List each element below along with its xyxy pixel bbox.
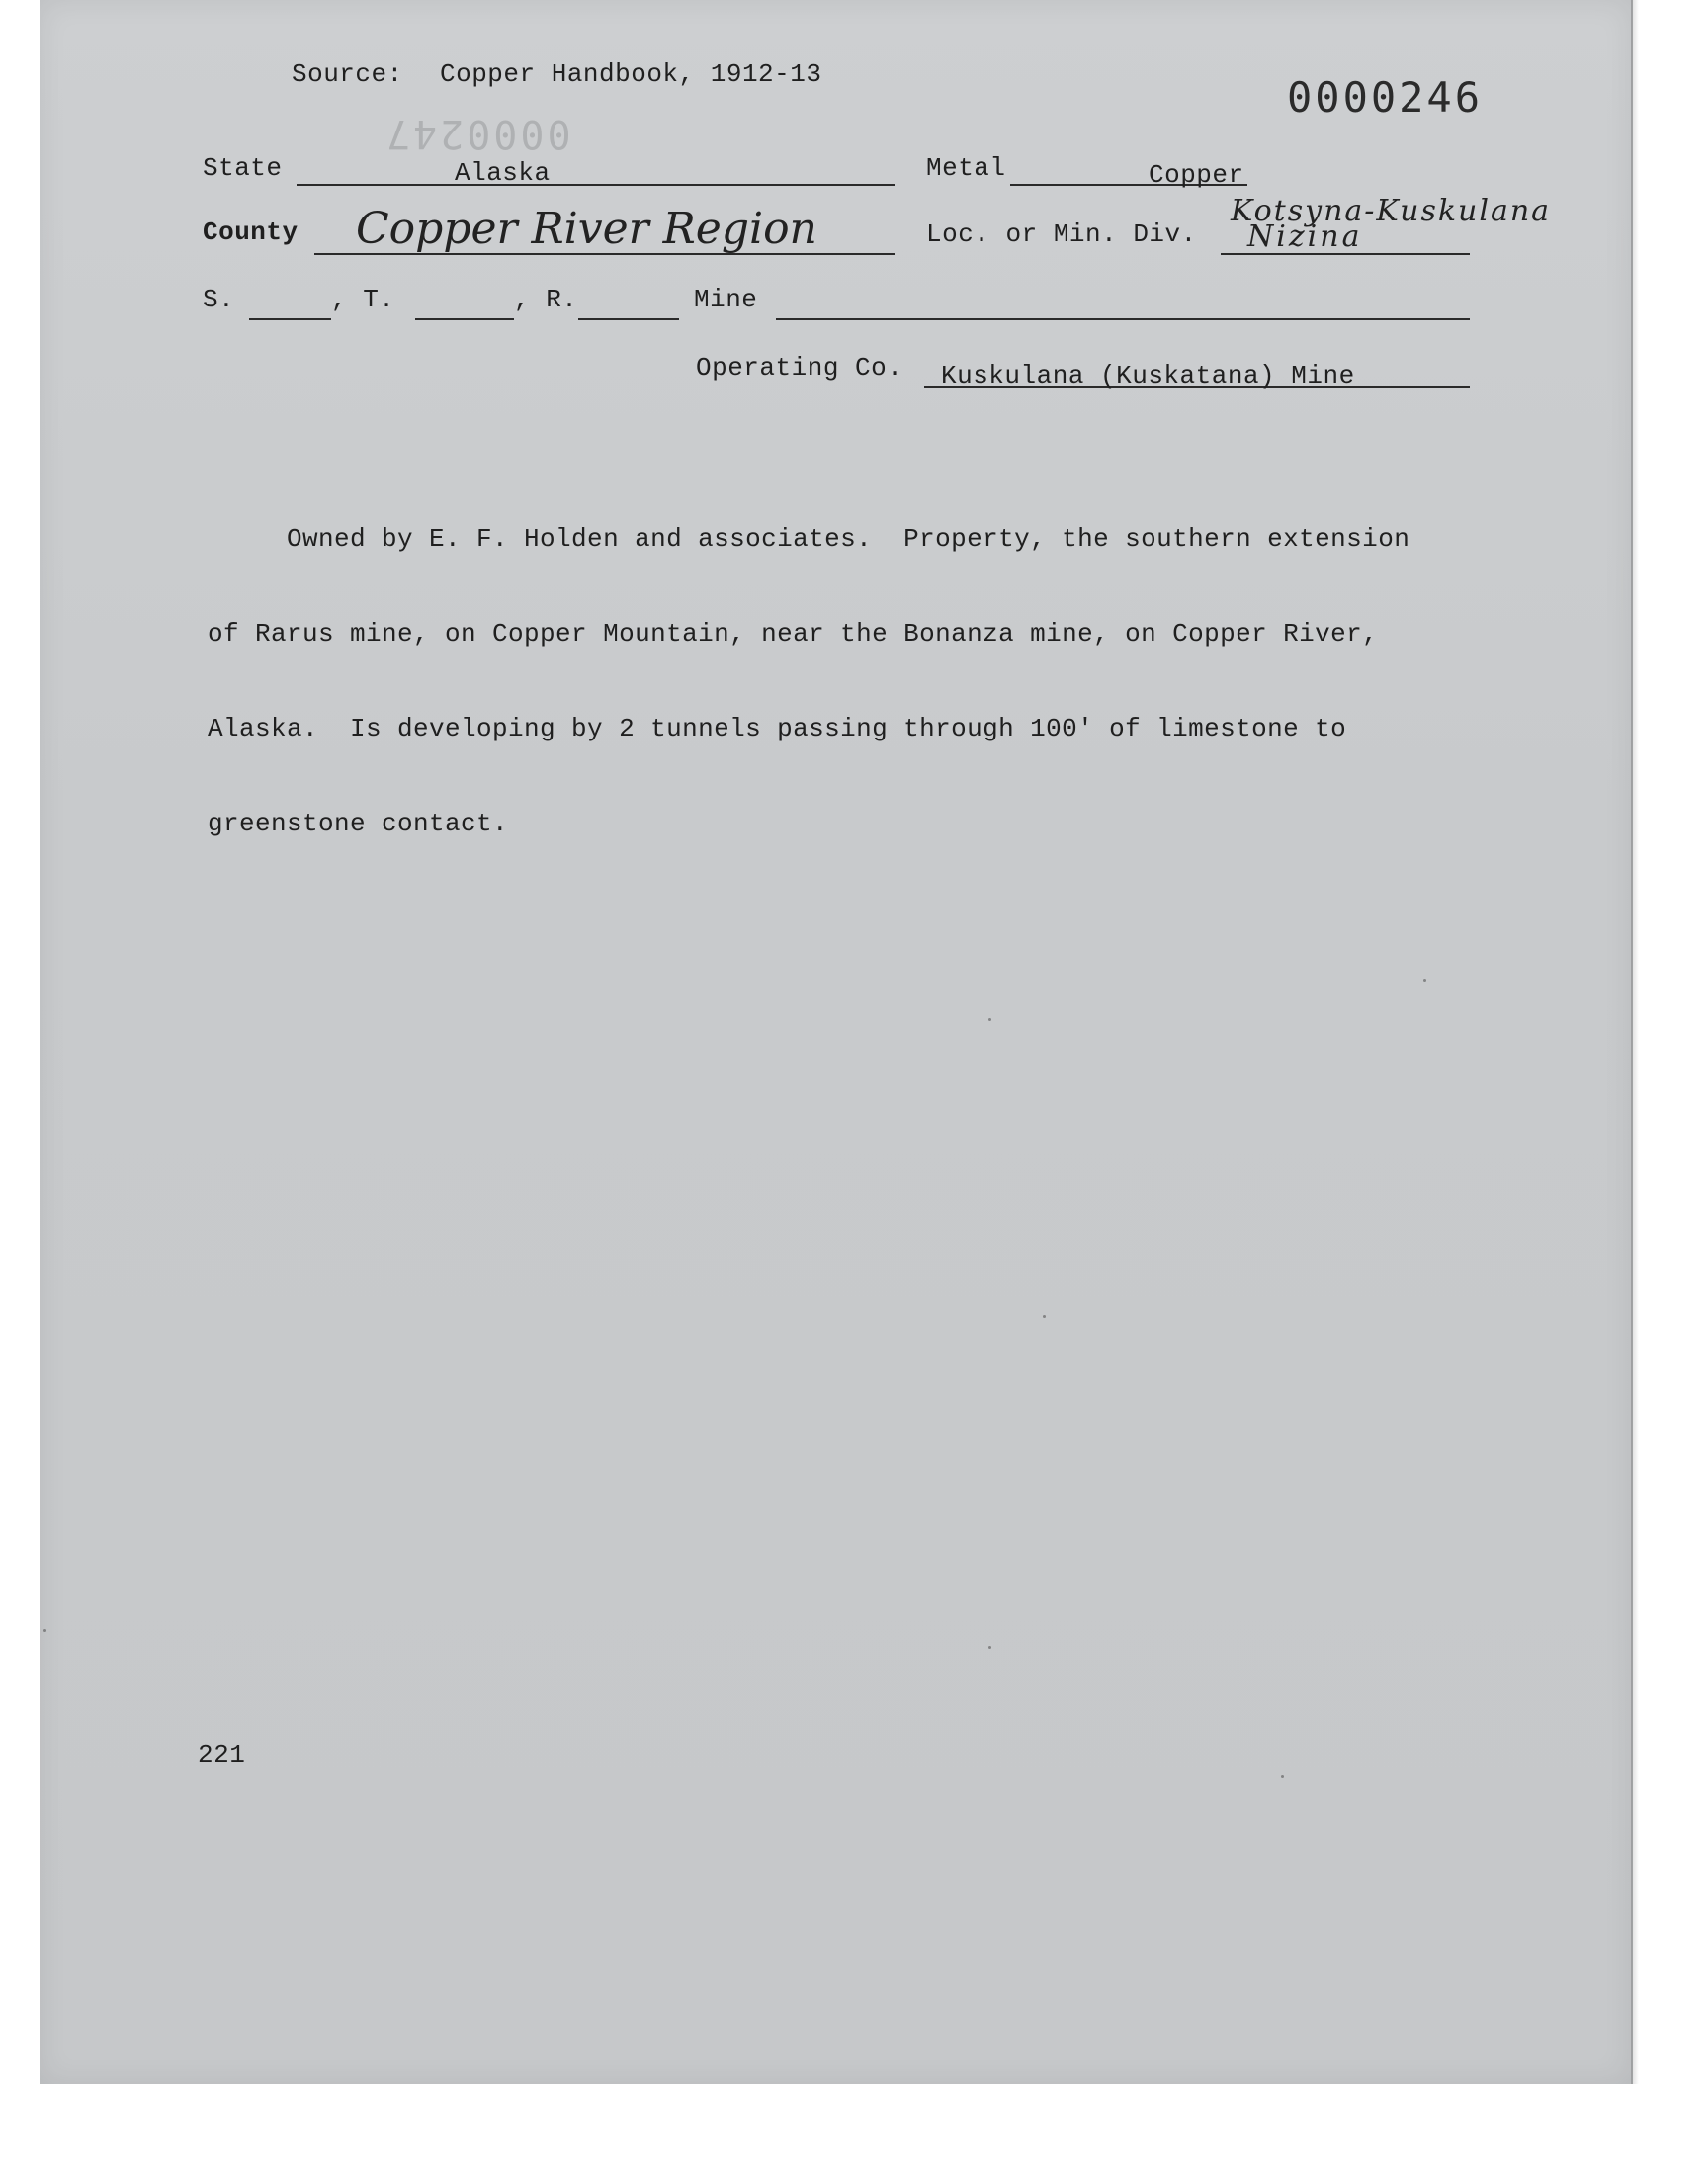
metal-label: Metal bbox=[926, 153, 1006, 183]
description-line: Owned by E. F. Holden and associates. Property, the southern extension bbox=[208, 524, 1410, 554]
loc-label: Loc. or Min. Div. bbox=[926, 219, 1197, 249]
mine-label: Mine bbox=[694, 285, 758, 314]
county-label: County bbox=[203, 218, 299, 247]
t-label: , T. bbox=[331, 285, 395, 314]
scan-speck bbox=[43, 1629, 46, 1632]
t-underline bbox=[415, 318, 514, 320]
county-value-handwritten: Copper River Region bbox=[356, 204, 817, 254]
operating-value: Kuskulana (Kuskatana) Mine bbox=[941, 361, 1355, 391]
description-block bbox=[208, 460, 1483, 871]
s-underline bbox=[249, 318, 331, 320]
scan-speck bbox=[1281, 1775, 1284, 1778]
loc-value-line2-handwritten: Nizina bbox=[1247, 219, 1363, 254]
operating-label: Operating Co. bbox=[696, 353, 903, 383]
state-underline bbox=[297, 184, 895, 186]
scan-speck bbox=[1423, 979, 1426, 982]
record-id-stamp: 0000246 bbox=[1287, 73, 1484, 122]
r-label: , R. bbox=[514, 285, 578, 314]
metal-value: Copper bbox=[1149, 160, 1244, 190]
r-underline bbox=[578, 318, 679, 320]
page-number: 221 bbox=[198, 1740, 246, 1770]
description-line: of Rarus mine, on Copper Mountain, near the Bonanza mine, on Copper River, bbox=[208, 619, 1379, 649]
loc-value-line1-handwritten: Kotsyna-Kuskulana bbox=[1231, 194, 1552, 228]
ghost-record-id-bleedthrough: 0000247 bbox=[384, 111, 571, 156]
state-value: Alaska bbox=[455, 158, 551, 188]
description-line: Alaska. Is developing by 2 tunnels passing through 100' of limestone to bbox=[208, 714, 1347, 743]
state-label: State bbox=[203, 153, 283, 183]
source-value: Copper Handbook, 1912-13 bbox=[440, 59, 822, 89]
scan-speck bbox=[1043, 1315, 1046, 1318]
source-label: Source: bbox=[292, 59, 403, 89]
scan-speck bbox=[988, 1646, 991, 1649]
description-line: greenstone contact. bbox=[208, 809, 509, 838]
sheet-edge-shadow bbox=[1631, 0, 1639, 2084]
scan-speck bbox=[988, 1018, 991, 1021]
document-sheet bbox=[40, 0, 1633, 2084]
s-label: S. bbox=[203, 285, 235, 314]
mine-underline bbox=[776, 318, 1470, 320]
